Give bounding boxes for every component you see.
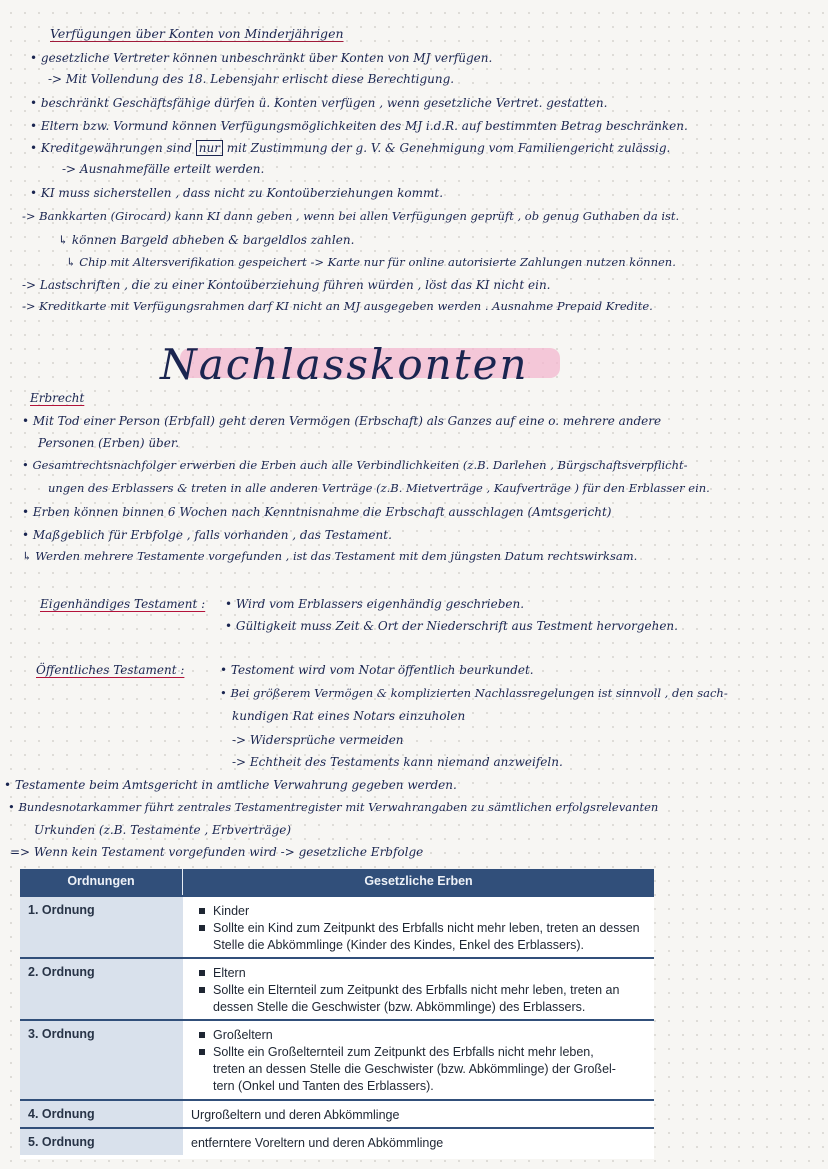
table-header: [20, 869, 654, 895]
mj-line-10: -> Lastschriften , die zu einer Kontoüberziehung führen würden , löst das KI nicht ein.: [22, 278, 551, 292]
mj-line-6: • KI muss sicherstellen , dass nicht zu Kontoüberziehungen kommt.: [30, 186, 444, 200]
eigen-line-2: • Gültigkeit muss Zeit & Ort der Niederschrift aus Testment hervorgehen.: [225, 619, 678, 633]
mj-line-11: -> Kreditkarte mit Verfügungsrahmen darf KI nicht an MJ ausgegeben werden . Ausnahme Prepaid Kredite.: [22, 299, 653, 313]
ordnung-label: 1. Ordnung: [20, 897, 183, 957]
mj-line-3: • beschränkt Geschäftsfähige dürfen ü. Konten verfügen , wenn gesetzliche Vertret. gestatten.: [30, 96, 608, 110]
erbrecht-line-3: • Gesamtrechtsnachfolger erwerben die Erben auch alle Verbindlichkeiten (z.B. Darlehen , Bürgschaftsverpflicht-: [22, 458, 688, 472]
erbrecht-line-7: ↳ Werden mehrere Testamente vorgefunden , ist das Testament mit dem jüngsten Datum rechtswirksam.: [22, 549, 638, 563]
table-row: [20, 1099, 654, 1127]
ordnung-label: 3. Ordnung: [20, 1021, 183, 1099]
erben-detail-2: Stelle die Abkömmlinge (Kinder des Kindes, Enkel des Erblassers).: [213, 938, 585, 952]
erben-detail: Sollte ein Elternteil zum Zeitpunkt des Erbfalls nicht mehr leben, treten an: [213, 983, 620, 997]
ordnung-label: 5. Ordnung: [20, 1129, 183, 1155]
table-header-ordnungen: Ordnungen: [20, 869, 183, 895]
register-line-4: => Wenn kein Testament vorgefunden wird -> gesetzliche Erbfolge: [10, 845, 424, 859]
mj-credit-line: [30, 142, 670, 154]
erben-text: entferntere Voreltern und deren Abkömmlinge: [183, 1129, 654, 1155]
mj-line-9: ↳ Chip mit Altersverifikation gespeichert -> Karte nur für online autorisierte Zahlungen nutzen können.: [66, 255, 676, 269]
eigen-line-1: • Wird vom Erblassers eigenhändig geschrieben.: [225, 597, 525, 611]
erbrecht-line-5: • Erben können binnen 6 Wochen nach Kenntnisnahme die Erbschaft ausschlagen (Amtsgericht): [22, 505, 612, 519]
erben-cell: [183, 959, 654, 1019]
register-line-1: • Testamente beim Amtsgericht in amtliche Verwahrung gegeben werden.: [4, 778, 457, 792]
erbrecht-heading: Erbrecht: [30, 391, 85, 405]
erben-main: Kinder: [213, 904, 250, 918]
erbfolge-table: [20, 869, 654, 1159]
mj-credit-after: mit Zustimmung der g. V. & Genehmigung vom Familiengericht zulässig.: [226, 141, 671, 155]
erbrecht-line-6: • Maßgeblich für Erbfolge , falls vorhanden , das Testament.: [22, 528, 392, 542]
erben-main: Eltern: [213, 966, 246, 980]
erben-main: Großeltern: [213, 1028, 273, 1042]
erben-detail: Sollte ein Großelternteil zum Zeitpunkt des Erbfalls nicht mehr leben,: [213, 1045, 594, 1059]
table-row: [20, 957, 654, 1019]
erben-detail-2: treten an dessen Stelle die Geschwister (bzw. Abkömmlinge) der Großel-: [213, 1062, 616, 1076]
mj-line-7: -> Bankkarten (Girocard) kann KI dann geben , wenn bei allen Verfügungen geprüft , ob genug Guthaben da ist.: [22, 209, 680, 223]
register-line-2: • Bundesnotarkammer führt zentrales Testamentregister mit Verwahrangaben zu sämtlichen erfolgsrelevanten: [8, 800, 659, 814]
mj-line-2: -> Mit Vollendung des 18. Lebensjahr erlischt diese Berechtigung.: [48, 72, 455, 86]
erben-detail: Sollte ein Kind zum Zeitpunkt des Erbfalls nicht mehr leben, treten an dessen: [213, 921, 640, 935]
oeff-line-1: • Testoment wird vom Notar öffentlich beurkundet.: [220, 663, 534, 677]
oeff-line-2: • Bei größerem Vermögen & komplizierten Nachlassregelungen ist sinnvoll , den sach-: [220, 686, 728, 700]
oeff-line-4: -> Widersprüche vermeiden: [232, 733, 404, 747]
oeffentlich-label: Öffentliches Testament :: [36, 663, 185, 677]
table-header-erben: Gesetzliche Erben: [364, 874, 473, 888]
mj-line-4: • Eltern bzw. Vormund können Verfügungsmöglichkeiten des MJ i.d.R. auf bestimmten Betrag beschränken.: [30, 119, 688, 133]
ordnung-label: 2. Ordnung: [20, 959, 183, 1019]
erben-cell: [183, 897, 654, 957]
oeff-line-3: kundigen Rat eines Notars einzuholen: [232, 709, 466, 723]
page-title: Nachlasskonten: [160, 340, 529, 389]
erbrecht-line-4: ungen des Erblassers & treten in alle anderen Verträge (z.B. Mietverträge , Kaufverträge ) für den Erblasser ein.: [48, 481, 710, 495]
erben-text: Urgroßeltern und deren Abkömmlinge: [183, 1101, 654, 1127]
erbrecht-line-2: Personen (Erben) über.: [38, 436, 180, 450]
mj-credit-before: • Kreditgewährungen sind: [30, 141, 192, 155]
minderjaehrige-heading: Verfügungen über Konten von Minderjährigen: [50, 26, 344, 41]
erben-detail-2: dessen Stelle die Geschwister (bzw. Abkömmlinge) des Erblassers.: [213, 1000, 586, 1014]
register-line-3: Urkunden (z.B. Testamente , Erbverträge): [34, 823, 292, 837]
erbrecht-line-1: • Mit Tod einer Person (Erbfall) geht deren Vermögen (Erbschaft) als Ganzes auf eine o. mehrere andere: [22, 414, 662, 428]
eigen-label: Eigenhändiges Testament :: [40, 597, 206, 611]
table-row: [20, 895, 654, 957]
oeff-line-5: -> Echtheit des Testaments kann niemand anzweifeln.: [232, 755, 563, 769]
erben-detail-3: tern (Onkel und Tanten des Erblassers).: [213, 1079, 434, 1093]
table-row: [20, 1127, 654, 1155]
mj-line-1: • gesetzliche Vertreter können unbeschränkt über Konten von MJ verfügen.: [30, 51, 493, 65]
mj-line-8: ↳ können Bargeld abheben & bargeldlos zahlen.: [58, 233, 355, 247]
mj-credit-boxed: nur: [196, 140, 223, 156]
erben-cell: [183, 1021, 654, 1099]
mj-line-5: -> Ausnahmefälle erteilt werden.: [62, 162, 265, 176]
table-row: [20, 1019, 654, 1099]
ordnung-label: 4. Ordnung: [20, 1101, 183, 1127]
